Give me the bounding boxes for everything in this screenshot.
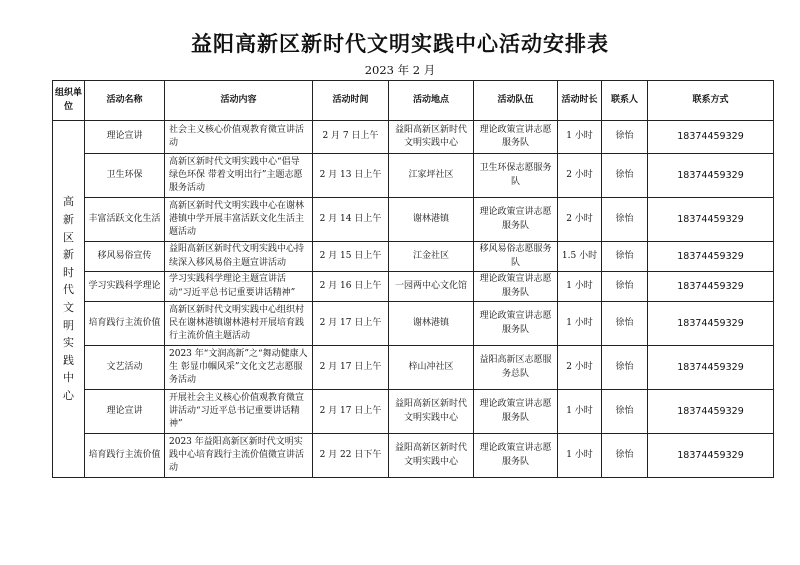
- table-row: [53, 242, 774, 272]
- activity-place-cell: 益阳高新区新时代文明实践中心: [389, 434, 474, 478]
- contact-person-cell: 徐怡: [602, 121, 648, 154]
- activity-duration-cell: 1 小时: [558, 434, 602, 478]
- activity-name-cell: 移风易俗宣传: [85, 242, 165, 272]
- activity-content-cell: 2023 年益阳高新区新时代文明实践中心培育践行主流价值微宣讲活动: [165, 434, 313, 478]
- activity-content-cell: 高新区新时代文明实践中心“倡导绿色环保 带着文明出行”主题志愿服务活动: [165, 154, 313, 198]
- contact-phone-cell: 18374459329: [648, 434, 774, 478]
- activity-content-cell: 社会主义核心价值观教育微宣讲活动: [165, 121, 313, 154]
- contact-phone-cell: 18374459329: [648, 198, 774, 242]
- activity-place-cell: 益阳高新区新时代文明实践中心: [389, 390, 474, 434]
- activity-duration-cell: 1.5 小时: [558, 242, 602, 272]
- contact-person-cell: 徐怡: [602, 242, 648, 272]
- activity-duration-cell: 1 小时: [558, 272, 602, 302]
- table-row: [53, 302, 774, 346]
- activity-duration-cell: 2 小时: [558, 154, 602, 198]
- activity-duration-cell: 1 小时: [558, 302, 602, 346]
- activity-place-cell: 梓山冲社区: [389, 346, 474, 390]
- header-contact: 联系人: [602, 81, 648, 121]
- header-phone: 联系方式: [648, 81, 774, 121]
- contact-person-cell: 徐怡: [602, 198, 648, 242]
- activity-time-cell: 2 月 17 日上午: [313, 390, 389, 434]
- contact-person-cell: 徐怡: [602, 390, 648, 434]
- contact-person-cell: 徐怡: [602, 346, 648, 390]
- table-body: [53, 121, 774, 478]
- contact-person-cell: 徐怡: [602, 434, 648, 478]
- header-place: 活动地点: [389, 81, 474, 121]
- activity-time-cell: 2 月 13 日上午: [313, 154, 389, 198]
- activity-name-cell: 卫生环保: [85, 154, 165, 198]
- activity-time-cell: 2 月 16 日上午: [313, 272, 389, 302]
- activity-name-cell: 文艺活动: [85, 346, 165, 390]
- activity-team-cell: 移风易俗志愿服务队: [474, 242, 558, 272]
- activity-name-cell: 丰富活跃文化生活: [85, 198, 165, 242]
- activity-place-cell: 江家坪社区: [389, 154, 474, 198]
- activity-duration-cell: 2 小时: [558, 198, 602, 242]
- activity-content-cell: 2023 年“文润高新”之“舞动健康人生 彰显巾帼风采”文化文艺志愿服务活动: [165, 346, 313, 390]
- contact-person-cell: 徐怡: [602, 154, 648, 198]
- activity-place-cell: 一园两中心文化馆: [389, 272, 474, 302]
- activity-content-cell: 学习实践科学理论主题宣讲活动“习近平总书记重要讲话精神”: [165, 272, 313, 302]
- activity-time-cell: 2 月 7 日上午: [313, 121, 389, 154]
- activity-time-cell: 2 月 15 日上午: [313, 242, 389, 272]
- activity-team-cell: 理论政策宣讲志愿服务队: [474, 390, 558, 434]
- activity-team-cell: 理论政策宣讲志愿服务队: [474, 121, 558, 154]
- table-row: [53, 434, 774, 478]
- activity-team-cell: 理论政策宣讲志愿服务队: [474, 272, 558, 302]
- activity-name-cell: 培育践行主流价值: [85, 434, 165, 478]
- activity-name-cell: 学习实践科学理论: [85, 272, 165, 302]
- header-time: 活动时间: [313, 81, 389, 121]
- activity-content-cell: 高新区新时代文明实践中心在谢林港镇中学开展丰富活跃文化生活主题活动: [165, 198, 313, 242]
- activity-duration-cell: 1 小时: [558, 121, 602, 154]
- date-subtitle: 2023 年 2 月: [364, 63, 436, 77]
- header-unit: 组织单位: [53, 81, 85, 121]
- table-row: [53, 390, 774, 434]
- activity-table: [52, 80, 774, 478]
- header-content: 活动内容: [165, 81, 313, 121]
- header-name: 活动名称: [85, 81, 165, 121]
- activity-content-cell: 益阳高新区新时代文明实践中心持续深入移风易俗主题宣讲活动: [165, 242, 313, 272]
- page-title: 益阳高新区新时代文明实践中心活动安排表: [191, 31, 609, 56]
- activity-team-cell: 益阳高新区志愿服务总队: [474, 346, 558, 390]
- table-row: [53, 198, 774, 242]
- activity-name-cell: 理论宣讲: [85, 121, 165, 154]
- activity-time-cell: 2 月 14 日上午: [313, 198, 389, 242]
- activity-team-cell: 理论政策宣讲志愿服务队: [474, 198, 558, 242]
- contact-phone-cell: 18374459329: [648, 302, 774, 346]
- activity-duration-cell: 2 小时: [558, 346, 602, 390]
- activity-team-cell: 卫生环保志愿服务队: [474, 154, 558, 198]
- activity-team-cell: 理论政策宣讲志愿服务队: [474, 302, 558, 346]
- contact-phone-cell: 18374459329: [648, 272, 774, 302]
- activity-content-cell: 高新区新时代文明实践中心组织村民在谢林港镇谢林港村开展培育践行主流价值主题活动: [165, 302, 313, 346]
- activity-time-cell: 2 月 22 日下午: [313, 434, 389, 478]
- activity-content-cell: 开展社会主义核心价值观教育微宣讲活动“习近平总书记重要讲话精神”: [165, 390, 313, 434]
- contact-phone-cell: 18374459329: [648, 121, 774, 154]
- activity-time-cell: 2 月 17 日上午: [313, 346, 389, 390]
- contact-phone-cell: 18374459329: [648, 242, 774, 272]
- organizing-unit-text: 高新区新时代文明实践中心: [63, 195, 74, 402]
- activity-team-cell: 理论政策宣讲志愿服务队: [474, 434, 558, 478]
- activity-place-cell: 谢林港镇: [389, 302, 474, 346]
- table-row: [53, 272, 774, 302]
- table-row: [53, 346, 774, 390]
- table-row: [53, 121, 774, 154]
- activity-place-cell: 益阳高新区新时代文明实践中心: [389, 121, 474, 154]
- header-team: 活动队伍: [474, 81, 558, 121]
- table-row: [53, 154, 774, 198]
- activity-place-cell: 谢林港镇: [389, 198, 474, 242]
- contact-person-cell: 徐怡: [602, 272, 648, 302]
- activity-name-cell: 培育践行主流价值: [85, 302, 165, 346]
- activity-place-cell: 江金社区: [389, 242, 474, 272]
- activity-duration-cell: 1 小时: [558, 390, 602, 434]
- contact-person-cell: 徐怡: [602, 302, 648, 346]
- header-duration: 活动时长: [558, 81, 602, 121]
- contact-phone-cell: 18374459329: [648, 390, 774, 434]
- activity-name-cell: 理论宣讲: [85, 390, 165, 434]
- contact-phone-cell: 18374459329: [648, 154, 774, 198]
- table-header-row: [53, 81, 774, 121]
- organizing-unit-cell: [53, 121, 85, 478]
- activity-time-cell: 2 月 17 日上午: [313, 302, 389, 346]
- contact-phone-cell: 18374459329: [648, 346, 774, 390]
